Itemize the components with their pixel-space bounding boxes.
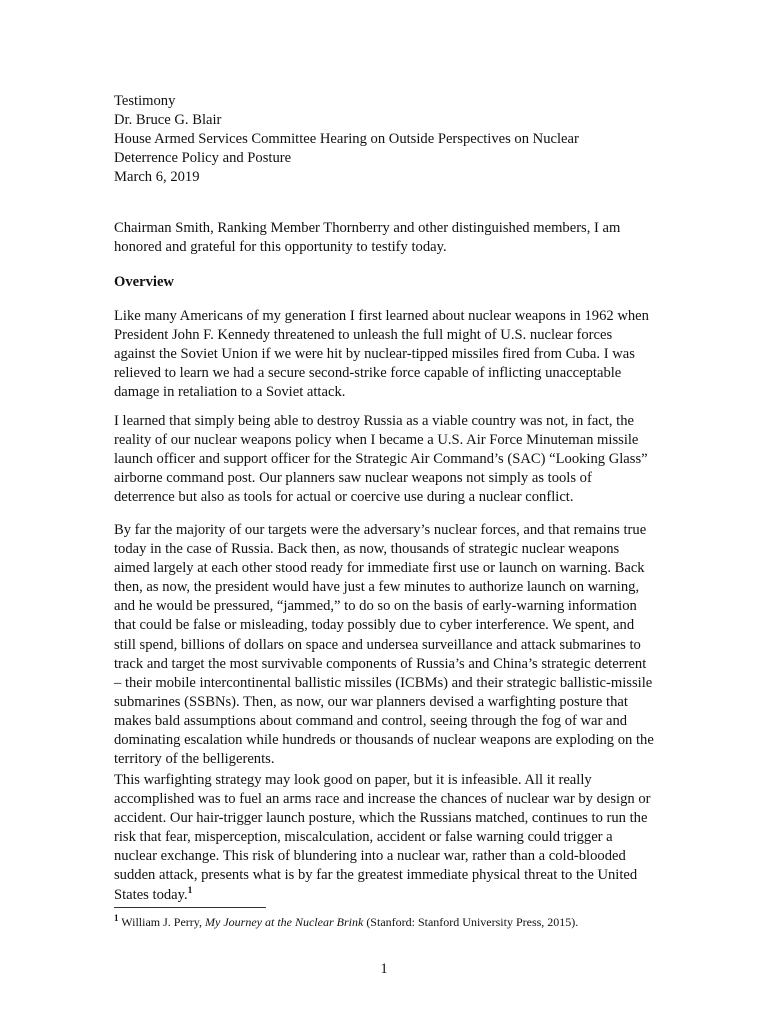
- body-paragraph-3: By far the majority of our targets were the adversary’s nuclear forces, and that remains true today in the case of Russia. Back then, as now, thousands of strategic nuclear weapons aimed largely at each other stood ready for immediate first use or launch on warning. Back then, as now, the president would have just a few minutes to authorize launch on warning, and he would be pressured, “jammed,” to do so on the basis of early-warning information that could be false or misleading, today possibly due to cyber interference. We spent, and still spend, billions of dollars on space and undersea surveillance and attack submarines to track and target the most survivable components of Russia’s and China’s strategic deterrent – their mobile intercontinental ballistic missiles (ICBMs) and their strategic ballistic-missile submarines (SSBNs). Then, as now, our war planners devised a warfighting posture that makes bald assumptions about command and control, seeing through the fog of war and dominating escalation while hundreds or thousands of nuclear weapons are exploding on the territory of the belligerents.: [114, 522, 654, 768]
- intro-paragraph: Chairman Smith, Ranking Member Thornberry and other distinguished members, I am honored and grateful for this opportunity to testify today.: [114, 220, 621, 256]
- body-paragraph-2: I learned that simply being able to destroy Russia as a viable country was not, in fact, the reality of our nuclear weapons policy when I became a U.S. Air Force Minuteman missile launch officer and support officer for the Strategic Air Command’s (SAC) “Looking Glass” airborne command post. Our planners saw nuclear weapons not simply as tools of deterrence but also as tools for actual or coercive use during a nuclear conflict.: [114, 413, 648, 506]
- footnote-author: William J. Perry,: [118, 915, 206, 929]
- hearing-title-line-2: Deterrence Policy and Posture: [114, 150, 292, 166]
- footnote-number: 1: [114, 913, 119, 923]
- page-number: 1: [380, 961, 388, 977]
- body-paragraph-4-text: This warfighting strategy may look good on paper, but it is infeasible. All it really accomplished was to fuel an arms race and increase the chances of nuclear war by design or accident. Our hair-trigger launch posture, which the Russians matched, continues to run the risk that fear, misperception, miscalculation, accident or false warning could trigger a nuclear exchange. This risk of blundering into a nuclear war, rather than a cold-blooded sudden attack, presents what is by far the greatest immediate physical threat to the United States today.: [114, 772, 651, 903]
- hearing-title-line-1: House Armed Services Committee Hearing on Outside Perspectives on Nuclear: [114, 131, 579, 147]
- hearing-date: March 6, 2019: [114, 169, 200, 185]
- footnote-citation: (Stanford: Stanford University Press, 2015).: [363, 915, 579, 929]
- footnote-reference[interactable]: 1: [187, 885, 193, 896]
- document-type: Testimony: [114, 93, 176, 109]
- body-paragraph-1: Like many Americans of my generation I first learned about nuclear weapons in 1962 when President John F. Kennedy threatened to unleash the full might of U.S. nuclear forces against the Soviet Union if we were hit by nuclear-tipped missiles fired from Cuba. I was relieved to learn we had a secure second-strike force capable of inflicting unacceptable damage in retaliation to a Soviet attack.: [114, 308, 649, 401]
- footnote: [114, 915, 674, 930]
- testimony-header: [114, 92, 674, 187]
- body-paragraph-4: [114, 771, 654, 905]
- footnote-book-title: My Journey at the Nuclear Brink: [205, 915, 364, 929]
- section-heading-overview: Overview: [114, 274, 174, 290]
- footnote-divider: [114, 907, 266, 908]
- author-name: Dr. Bruce G. Blair: [114, 112, 222, 128]
